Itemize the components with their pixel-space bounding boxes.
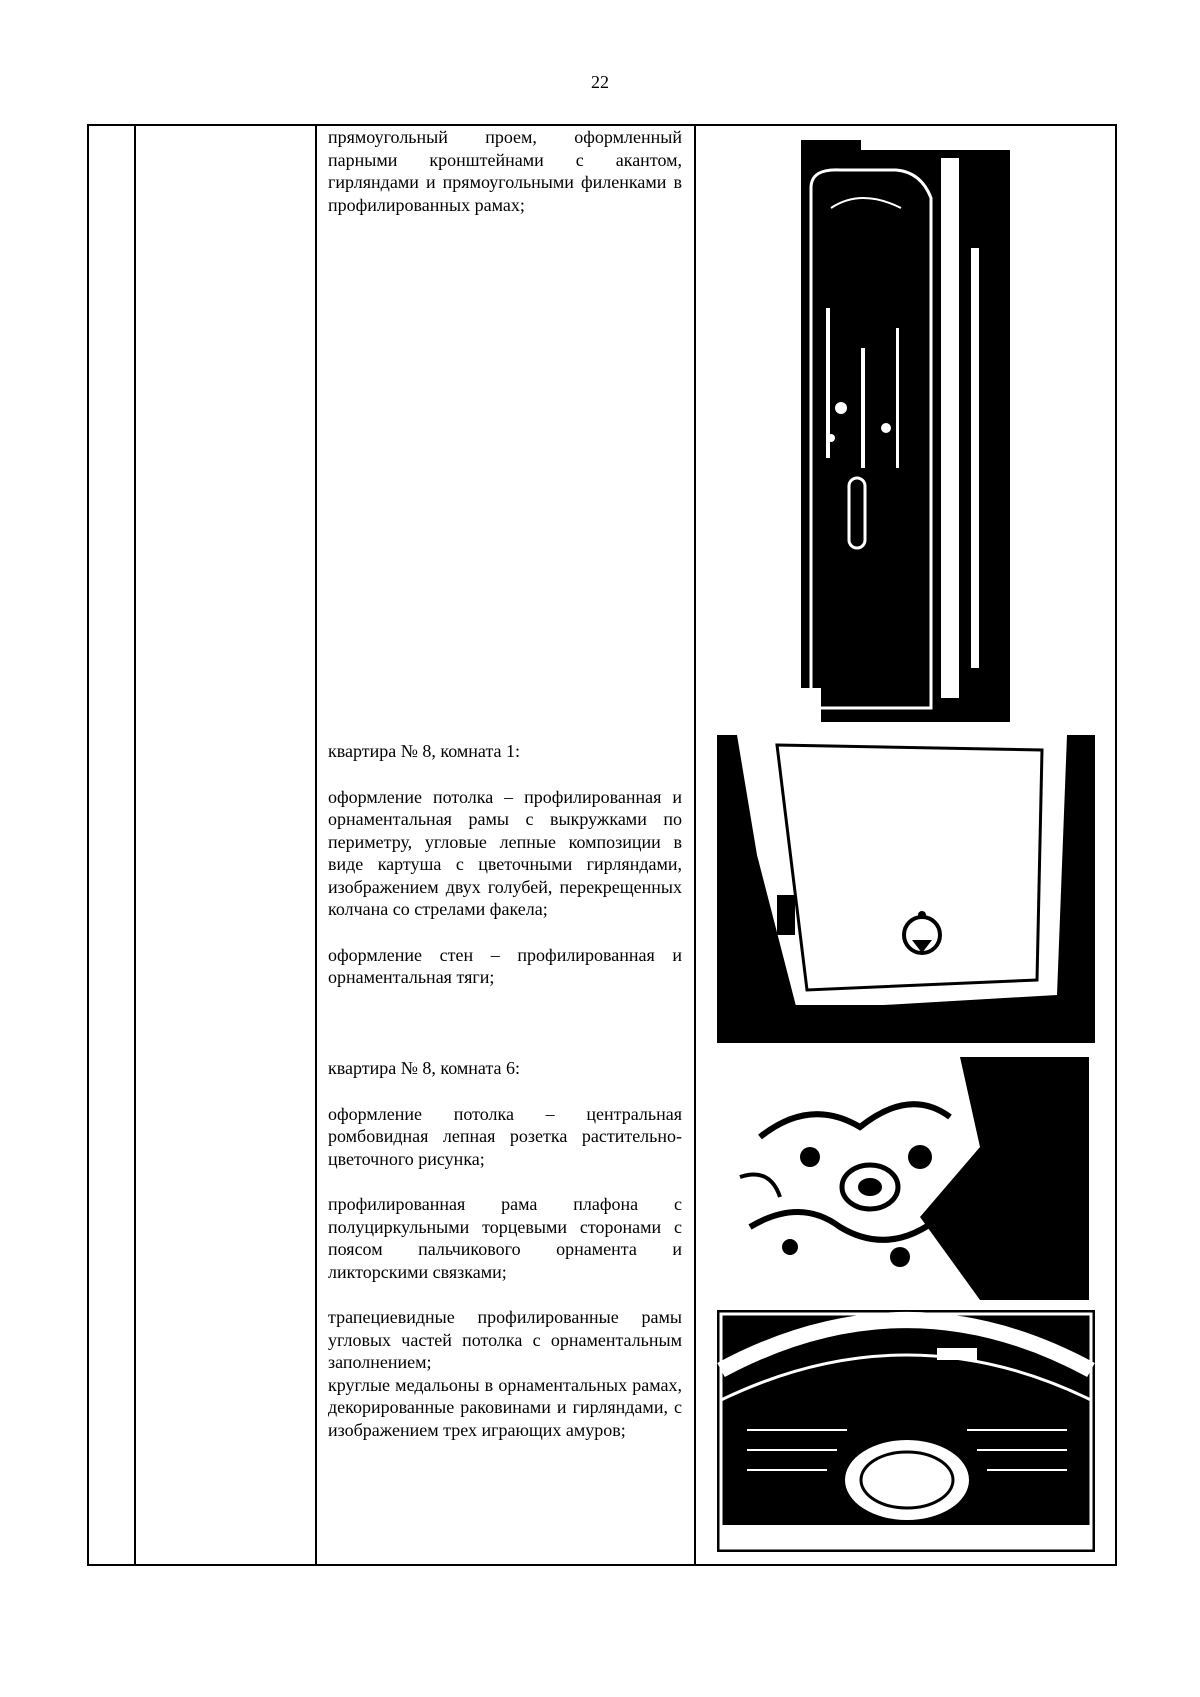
apartment8-room6-frame: профилированная рама плафона с полуциркульными торцевыми сторонами с поясом пальчикового орнамента и ликторскими связками; — [328, 1194, 682, 1282]
apartment8-room1-ceiling: оформление потолка – профилированная и орнаментальная рамы с выкружками по периметру, угловые лепные композиции в виде картуша с цветочными гирляндами, изображением двух голубей, перекрещенных колчана со стрелами факела; — [328, 786, 682, 919]
apartment8-room6-heading: квартира № 8, комната 6: — [328, 1058, 521, 1078]
section-apartment8-room1 — [328, 740, 682, 989]
column-divider-1 — [134, 126, 136, 1564]
page-number: 22 — [591, 72, 609, 92]
ceiling-photo-icon — [717, 735, 1095, 1043]
doorway-description: прямоугольный проем, оформленный парными кронштейнами с акантом, гирляндами и прямоугольными филенками в профилированных рамах; — [328, 127, 682, 215]
section-apartment8-room6 — [328, 1057, 682, 1441]
doorway-photo — [801, 128, 1010, 722]
medallion-photo — [717, 1310, 1095, 1552]
column-divider-2 — [315, 126, 317, 1564]
apartment8-room6-ceiling: оформление потолка – центральная ромбовидная лепная розетка растительно-цветочного рисунка; — [328, 1103, 682, 1169]
apartment8-room1-heading: квартира № 8, комната 1: — [328, 741, 521, 761]
apartment8-room1-walls: оформление стен – профилированная и орнаментальная тяги; — [328, 944, 682, 987]
column-divider-3 — [694, 126, 696, 1564]
apartment8-room6-corner-frames: трапециевидные профилированные рамы угловых частей потолка с орнаментальным заполнением; — [328, 1307, 682, 1372]
ceiling-photo — [717, 735, 1095, 1043]
medallion-photo-icon — [717, 1310, 1095, 1552]
doorway-photo-icon — [801, 128, 1010, 722]
section-doorway — [328, 126, 682, 216]
rosette-photo — [720, 1057, 1089, 1300]
apartment8-room6-medallions: круглые медальоны в орнаментальных рамах, декорированные раковинами и гирляндами, с изображением трех играющих амуров; — [328, 1374, 682, 1440]
rosette-photo-icon — [720, 1057, 1089, 1300]
